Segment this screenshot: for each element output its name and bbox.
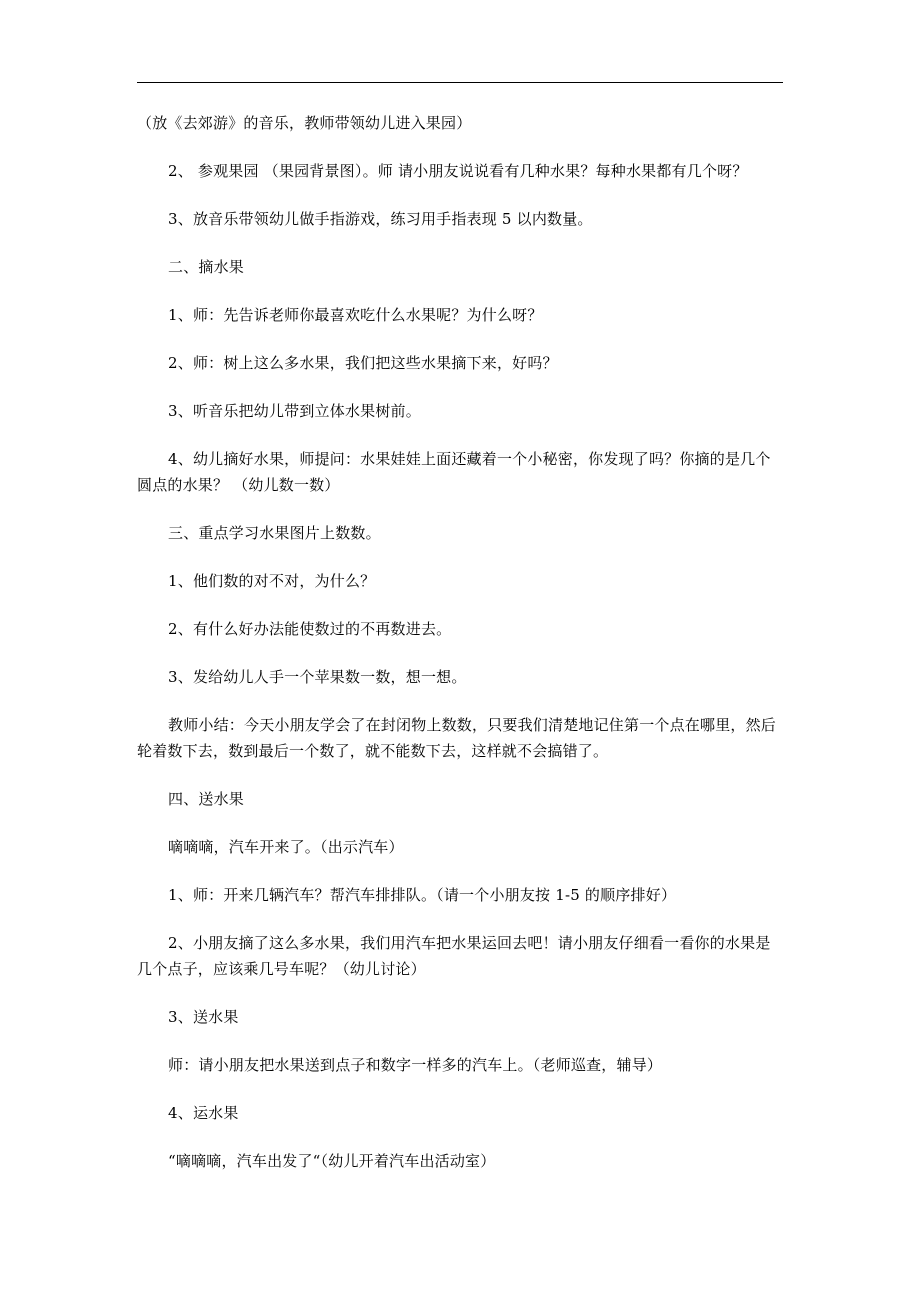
paragraph: 3、送水果 <box>168 1008 239 1026</box>
paragraph: 1、师：开来几辆汽车？帮汽车排排队。（请一个小朋友按 1-5 的顺序排好） <box>168 886 677 904</box>
paragraph: 3、放音乐带领幼儿做手指游戏，练习用手指表现 5 以内数量。 <box>168 210 593 228</box>
document-body <box>137 110 787 1196</box>
paragraph: 4、运水果 <box>168 1104 239 1122</box>
paragraph: “嘀嘀嘀，汽车出发了“（幼儿开着汽车出活动室） <box>168 1152 496 1170</box>
paragraph: 2、师：树上这么多水果，我们把这些水果摘下来，好吗？ <box>168 354 558 372</box>
paragraph: 教师小结：今天小朋友学会了在封闭物上数数，只要我们清楚地记住第一个点在哪里，然后轮着数下去，数到最后一个数了，就不能数下去，这样就不会搞错了。 <box>137 716 777 760</box>
section-heading: 四、送水果 <box>168 790 245 808</box>
paragraph: （放《去郊游》的音乐，教师带领幼儿进入果园） <box>137 114 472 132</box>
section-heading: 二、摘水果 <box>168 258 245 276</box>
section-heading: 三、重点学习水果图片上数数。 <box>168 524 381 542</box>
paragraph: 嘀嘀嘀，汽车开来了。（出示汽车） <box>168 838 404 856</box>
paragraph: 4、幼儿摘好水果，师提问：水果娃娃上面还藏着一个小秘密，你发现了吗？你摘的是几个圆点的水果？ （幼儿数一数） <box>137 450 771 494</box>
paragraph: 1、他们数的对不对，为什么？ <box>168 572 376 590</box>
paragraph: 3、听音乐把幼儿带到立体水果树前。 <box>168 402 421 420</box>
header-rule <box>137 82 783 83</box>
paragraph: 1、师：先告诉老师你最喜欢吃什么水果呢？为什么呀？ <box>168 306 543 324</box>
paragraph: 2、 参观果园 （果园背景图）。师 请小朋友说说看有几种水果？每种水果都有几个呀？ <box>168 162 748 180</box>
paragraph: 2、小朋友摘了这么多水果，我们用汽车把水果运回去吧！请小朋友仔细看一看你的水果是几个点子，应该乘几号车呢？（幼儿讨论） <box>137 934 771 978</box>
paragraph: 3、发给幼儿人手一个苹果数一数，想一想。 <box>168 668 467 686</box>
paragraph: 师：请小朋友把水果送到点子和数字一样多的汽车上。（老师巡查，辅导） <box>168 1056 663 1074</box>
paragraph: 2、有什么好办法能使数过的不再数进去。 <box>168 620 452 638</box>
